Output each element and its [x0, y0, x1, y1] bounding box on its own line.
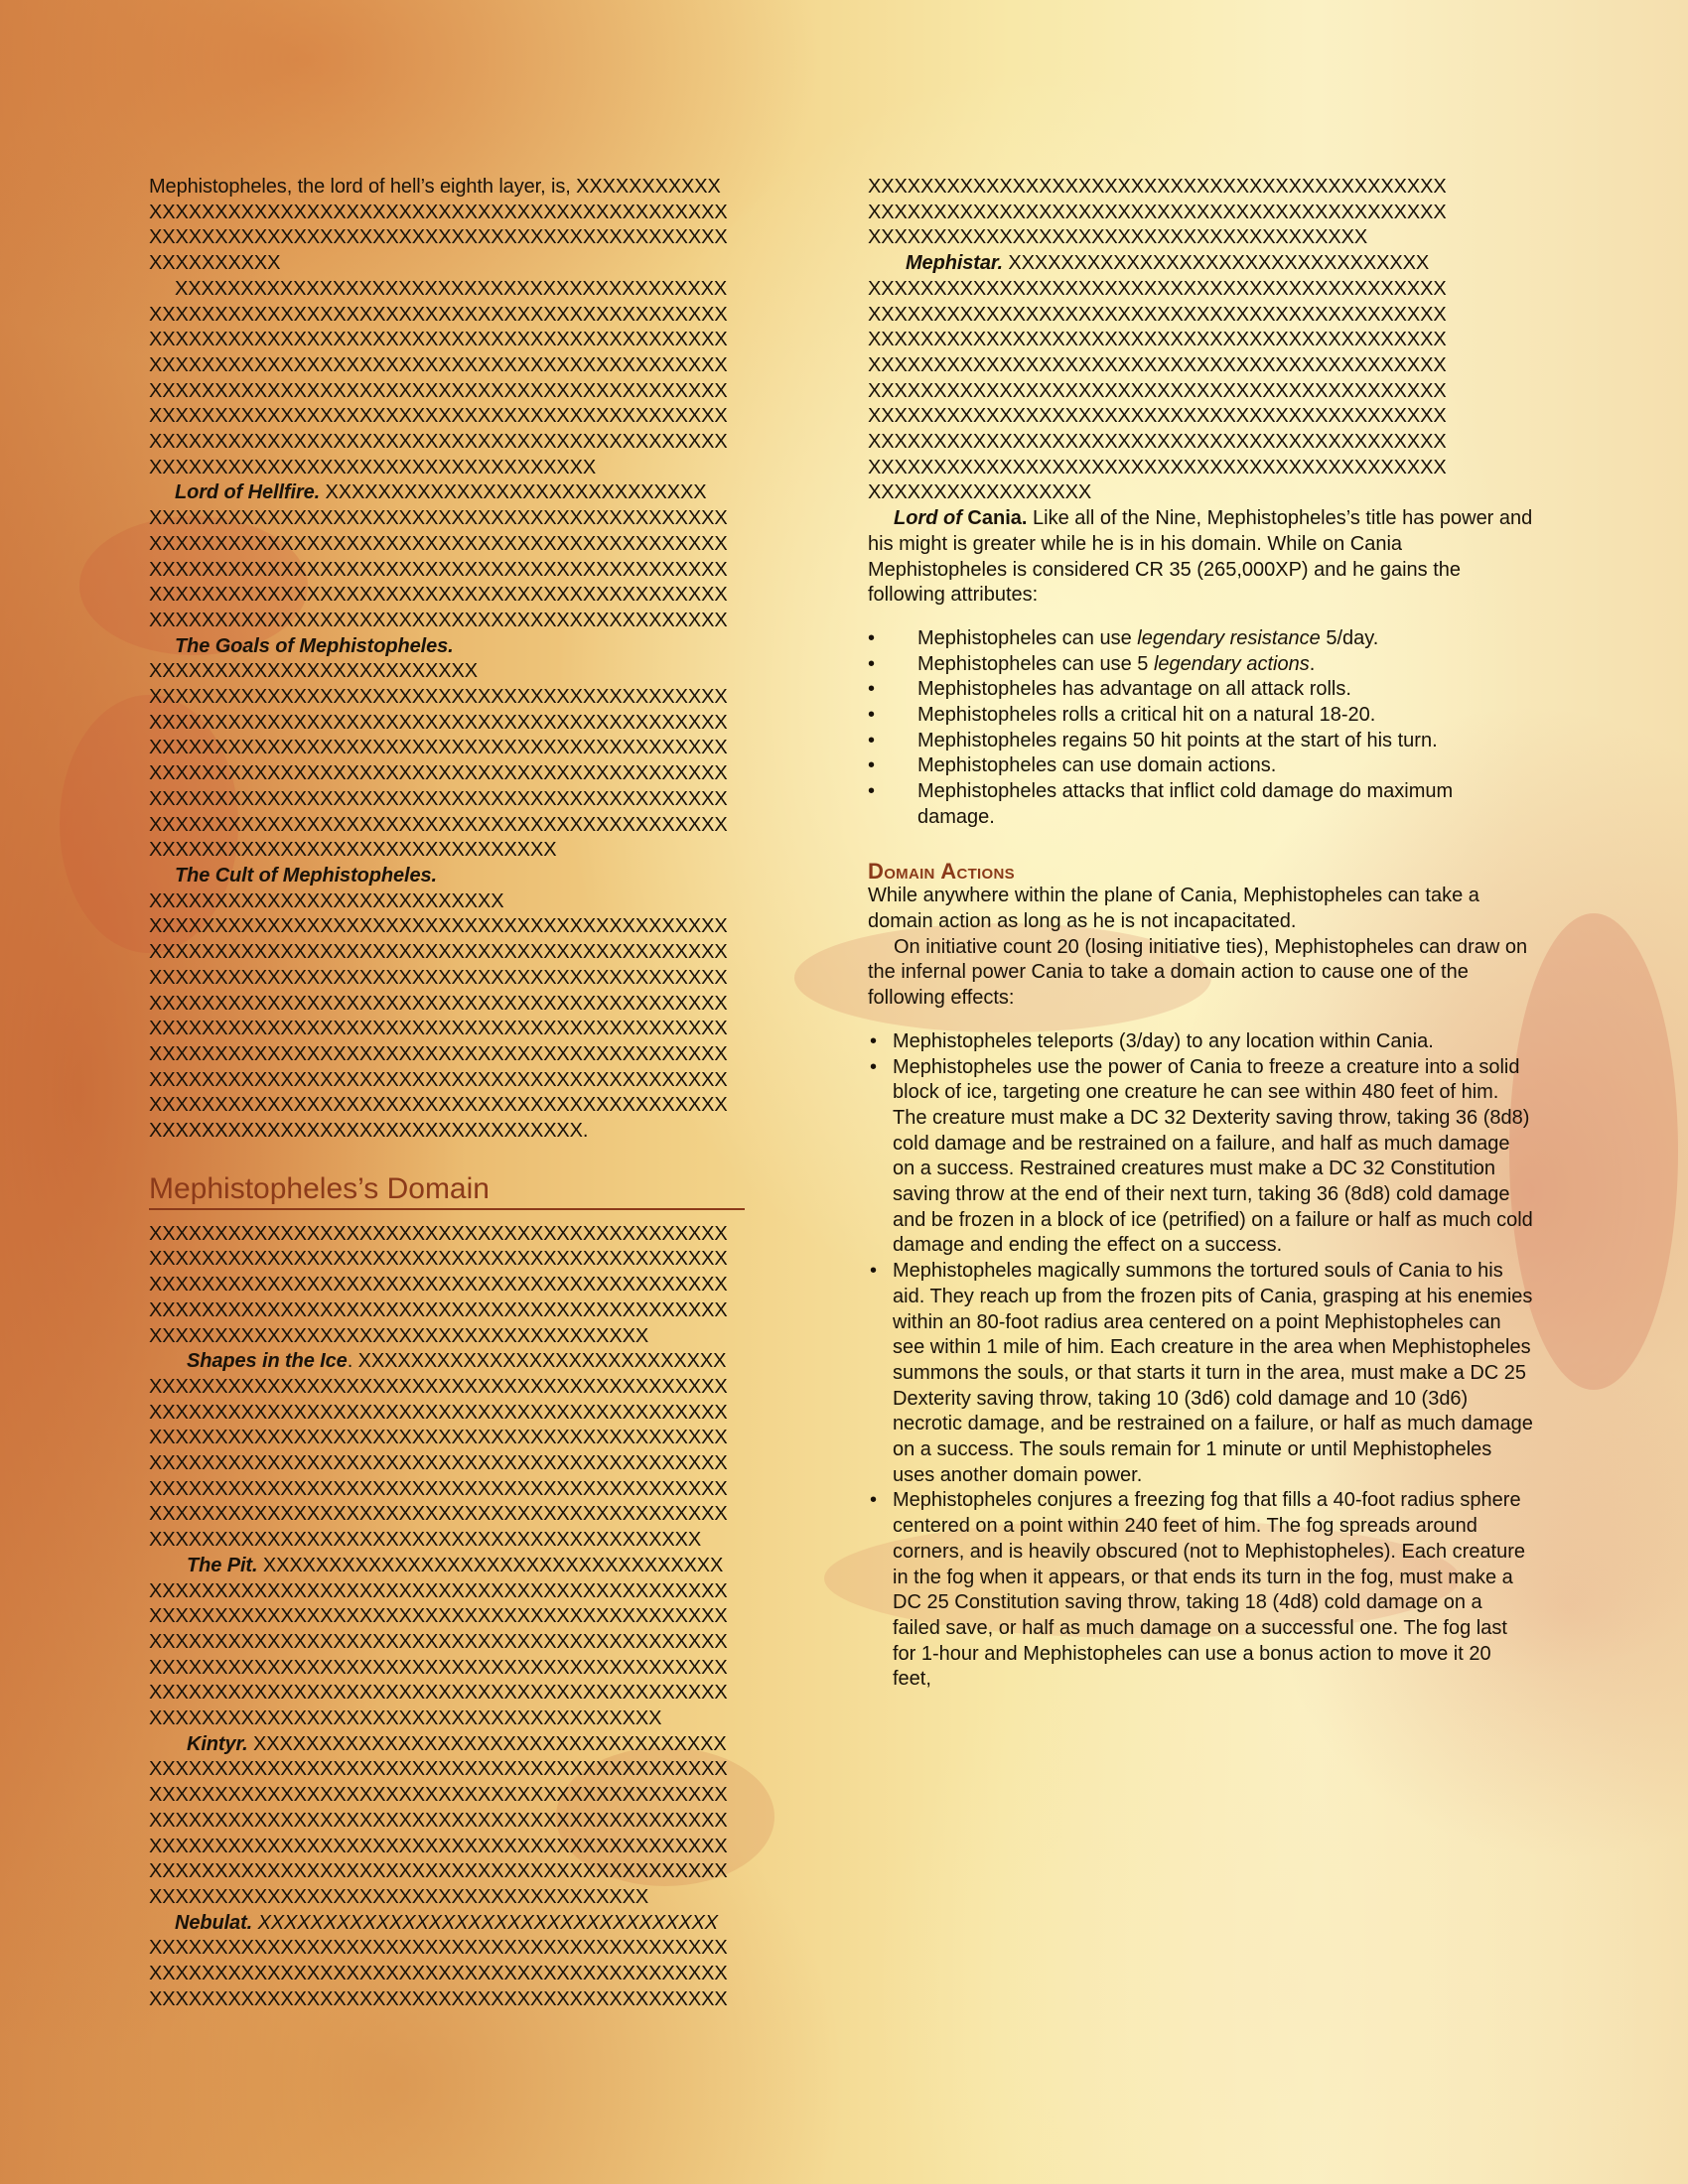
- list-item: • Mephistopheles attacks that inflict cold damage do maximum damage.: [868, 779, 1533, 830]
- placeholder-line: XXXXXXXXXXXXXXXXXXXXXXXXXXXXXXXXXXXXXXXXXXXX: [868, 431, 1447, 454]
- placeholder-line: XXXXXXXXXXXXXXXXXXXXXXXXXXXXXXXXXXXXXXXXXXXX: [149, 303, 728, 326]
- list-item: • Mephistopheles conjures a freezing fog that fills a 40-foot radius sphere centered on a point within 240 feet of him. The fog spreads around corners, and is heavily obscured (not to Mephistopheles). Each creature in the fog when it appears, or that ends its turn in the fog, must make a DC 25 Constitution saving throw, taking 18 (4d8) cold damage on a failed save, or half as much damage on a successful one. The fog last for 1-hour and Mephistopheles can use a bonus action to move it 20 feet,: [868, 1488, 1533, 1693]
- list-item: • Mephistopheles regains 50 hit points at the start of his turn.: [868, 729, 1533, 754]
- placeholder-line: XXXXXXXXXXXXXXXXXXXXXXXXXXXXXXXXXXXXXXXXXXXX: [868, 353, 1447, 376]
- placeholder-line: XXXXXXXXXXXXXXXXXXXXXXXXXXXXXXXXXXXXXXXXXXXX: [149, 201, 728, 223]
- stain-blot: [1509, 913, 1678, 1390]
- placeholder-line: XXXXXXXXXXXXXXXXXXXXXXXXXXXXXXXXXX: [149, 456, 597, 478]
- placeholder-line: XXXXXXXXXXXXXXXXXXXXXXXXXXXXXXXXXXXXXXXXXXXX: [868, 201, 1447, 223]
- placeholder-line: XXXXXXXXXXXXXXXXXXXXXXXXXXXXXXXXXXXXXXXXXXXX: [149, 1963, 728, 1985]
- placeholder-line: XXXXXXXXXXXXXXXXXXXXXXXXXXXXXXXXXXXXXXX: [149, 1707, 662, 1730]
- placeholder-line: XXXXXXXXXXXXXXXXXXXXXXXXXXXXXXXXXXXXXXXXXXXX: [149, 507, 728, 530]
- placeholder-line: XXXXXXXXXXXXXXXXXXXXXXXXXXXXXXXXXXXXXXXXXXXX: [868, 329, 1447, 351]
- placeholder-line: XXXXXXXXXXXXXXXXXXXXXXXXXXXXXXXXXXXXXXXXXXXX: [868, 277, 1447, 300]
- intro-paragraph: [149, 175, 810, 277]
- placeholder-line: XXXXXXXXXXXXXXXXXXXXXXXXX: [149, 660, 478, 683]
- placeholder-line: XXXXXXXXXXXXXXXXXXXXXXXXXXXXXXXXXXXXXXXXXXXX: [868, 379, 1447, 402]
- placeholder-line: XXXXXXXXXXXXXXXXXXXXXXXXXXXXXXXXXXXXXXXXXXXX: [149, 1630, 728, 1653]
- placeholder-line: XXXXXXXXXXXXXXXXXXXXXXXXXXXXXXXXXXXXXXXXXXXX: [149, 1987, 728, 2010]
- cult-label: The Cult of Mephistopheles.: [175, 864, 437, 887]
- shapes-label: Shapes in the Ice: [187, 1350, 348, 1373]
- placeholder-text: XXXXXXXXXXXXXXXXXXXXXXXXXXXXXXXXXXX: [257, 1554, 724, 1576]
- goals-section: [149, 634, 810, 864]
- placeholder-line: XXXXXXXXXXXXXXXXXXXXXXXXXXXXXXXXXXXXXXXXXXXX: [149, 813, 728, 836]
- cania-attributes-list: [868, 626, 1533, 831]
- left-column: [149, 175, 810, 2013]
- domain-actions-intro: While anywhere within the plane of Cania, Mephistopheles can take a domain action as long as he is not incapacitated.: [868, 885, 1479, 932]
- domain-actions-heading: Domain Actions: [868, 858, 1015, 884]
- domain-actions-list: [868, 1029, 1533, 1693]
- lord-of-cania-label-bold: Cania.: [961, 507, 1028, 530]
- placeholder-line: XXXXXXXXXXXXXXXXXXXXXXXXXXXXXXXXXXXXXXXXXXXX: [149, 1248, 728, 1271]
- list-item: • Mephistopheles use the power of Cania to freeze a creature into a solid block of ice, targeting one creature he can see within 480 feet of him. The creature must make a DC 32 Dexterity saving throw, taking 36 (8d8) cold damage and be restrained on a failure, and half as much damage on a success. Restrained creatures must make a DC 32 Constitution saving throw at the end of their next turn, taking 36 (8d8) cold damage and be frozen in a block of ice (petrified) on a failure or half as much cold damage and ending the effect on a success.: [868, 1055, 1533, 1260]
- right-top-paragraph: [868, 175, 1533, 251]
- placeholder-line: XXXXXXXXXXXXXXXXXXXXXXXXXXXXXXXXXXXXXXXXXXXX: [149, 1784, 728, 1807]
- kintyr-section: [149, 1732, 810, 1911]
- kintyr-label: Kintyr.: [187, 1732, 248, 1755]
- placeholder-line: XXXXXXXXXXXXXXXXXXXXXXXXXXXXXXXXXXXXXXXXXXXX: [149, 711, 728, 734]
- placeholder-line: XXXXXXXXXXXXXXXXXXXXXXXXXXXXXXXXXXXXXXXXXXXX: [149, 1937, 728, 1960]
- mephistar-section: [868, 251, 1533, 506]
- list-item: • Mephistopheles has advantage on all attack rolls.: [868, 677, 1533, 703]
- placeholder-text: XXXXXXXXXXXXXXXXXXXXXXXXXXXXXXXXXXX: [252, 1911, 718, 1934]
- goals-label: The Goals of Mephistopheles.: [175, 634, 454, 657]
- placeholder-line: XXXXXXXXXXXXXXXXXXXXXXXXXXXXXXXXXXXXXXXXXXXX: [149, 353, 728, 376]
- list-item: • Mephistopheles can use domain actions.: [868, 753, 1533, 779]
- placeholder-line: XXXXXXXXXXXXXXXXXXXXXXXXXXXXXXXXXXXXXXXXXXXX: [149, 1809, 728, 1832]
- placeholder-line: XXXXXXXXXXXXXXXXXXXXXXXXXXXXXXXXXXXXXXXXXXXX: [149, 584, 728, 607]
- list-item: • Mephistopheles rolls a critical hit on a natural 18-20.: [868, 703, 1533, 729]
- mephistar-label: Mephistar.: [906, 252, 1003, 275]
- placeholder-line: XXXXXXXXXXXXXXXXXXXXXXXXXXXXXXXXXXXXXXXXXXXX: [149, 1605, 728, 1628]
- placeholder-line: XXXXXXXXXXXXXXXXXXXXXXXXXXXXXXXXXXXXXXXXXXXX: [149, 1682, 728, 1705]
- placeholder-line: XXXXXXXXXXXXXXXXXXXXXXXXXXXXXXXXXXXXXXXXXXXX: [149, 532, 728, 555]
- placeholder-line: XXXXXXXXXXXXXXXXXXXXXXXXXXXXXXXXXXXXXXXXXX: [175, 277, 728, 300]
- placeholder-line: XXXXXXXXXXXXXXXXXXXXXXXXXXXXXXXXXXXXXX: [149, 1324, 649, 1347]
- placeholder-line: XXXXXXXXXXXXXXXXXXXXXXXXXXXXXXXXXXXXXXXXXXXX: [149, 405, 728, 428]
- placeholder-line: XXXXXXXXXXXXXXXXXXXXXXXXXXXXXXXXXXXXXXXXXXXX: [149, 226, 728, 249]
- placeholder-line: XXXXXXXXXXXXXXXXXXXXXXXXXXXXXXXXXXXXXXXXXXXX: [149, 431, 728, 454]
- placeholder-line: XXXXXXXXXXXXXXXXXXXXXXXXXXXXXXXXXXXXXXXXXXXX: [149, 1758, 728, 1781]
- list-item: • Mephistopheles can use 5 legendary actions.: [868, 652, 1533, 678]
- intro-first-line: Mephistopheles, the lord of hell’s eighth layer, is, XXXXXXXXXXX: [149, 176, 721, 198]
- lord-of-cania-text: Like all of the Nine, Mephistopheles’s title has power and his might is greater while he is in his domain. While on Cania Mephistopheles is considered CR 35 (265,000XP) and he gains the following attributes:: [868, 507, 1533, 607]
- placeholder-text: XXXXXXXXXXXXXXXXXXXXXXXXXXXXXXXXXXXX: [247, 1732, 727, 1755]
- placeholder-line: XXXXXXXXXXXXXXXXXXXXXXXXXXXXXXXXXXXXXXXXXXXX: [868, 405, 1447, 428]
- pit-label: The Pit.: [187, 1554, 258, 1576]
- placeholder-line: XXXXXXXXXXXXXXXXXXXXXXXXXXXXXXXXXXXXXXXXXX: [149, 1529, 702, 1552]
- placeholder-line: XXXXXXXXXXXXXXXXXXXXXXXXXXXXXXXXXXXXXX: [868, 226, 1368, 249]
- placeholder-line: XXXXXXXXXXXXXXXXXXXXXXXXXXXXXXXXXXXXXXXXXXXX: [149, 1579, 728, 1602]
- second-paragraph: [149, 277, 810, 481]
- placeholder-text: . XXXXXXXXXXXXXXXXXXXXXXXXXXXX: [347, 1350, 727, 1373]
- placeholder-line: XXXXXXXXXXXXXXXXXXXXXXXXXXXXXXXXXXXXXXXXXXXX: [149, 1094, 728, 1117]
- list-item: • Mephistopheles magically summons the tortured souls of Cania to his aid. They reach up from the frozen pits of Cania, grasping at his enemies within an 80-foot radius area centered on a point Mephistopheles can see within 1 mile of him. Each creature in the area when Mephistopheles summons the souls, or that starts it turn in the area, must make a DC 25 Dexterity saving throw, taking 10 (3d6) cold damage and 10 (3d6) necrotic damage, and be restrained on a failure, or half as much damage on a success. The souls remain for 1 minute or until Mephistopheles uses another domain power.: [868, 1259, 1533, 1488]
- placeholder-line: XXXXXXXXXXXXXXXXXXXXXXXXXXXXXXXXXXXXXXXXXXXX: [149, 1656, 728, 1679]
- placeholder-line: XXXXXXXXXXXXXXXXXXXXXXXXXXXXXXXXXXXXXX: [149, 1886, 649, 1908]
- placeholder-line: XXXXXXXXXXXXXXXXXXXXXXXXXXXXXXXXXXXXXXXXXXXX: [149, 992, 728, 1015]
- placeholder-line: XXXXXXXXXXXXXXXXXXXXXXXXXXXXXXXXXXXXXXXXXXXX: [149, 1860, 728, 1883]
- shapes-section: [149, 1349, 810, 1554]
- placeholder-line: XXXXXXXXXXXXXXXXX: [868, 481, 1092, 504]
- cult-section: [149, 864, 810, 1145]
- placeholder-text: XXXXXXXXXXXXXXXXXXXXXXXXXXXXX: [320, 481, 707, 504]
- nebulat-section: [149, 1911, 810, 2013]
- placeholder-line: XXXXXXXXXXXXXXXXXXXXXXXXXXXXXXXXXXXXXXXXXXXX: [149, 1427, 728, 1449]
- placeholder-line: XXXXXXXXXXXXXXXXXXXXXXXXXXXXXXXXXXXXXXXXXXXX: [149, 1375, 728, 1398]
- placeholder-line: XXXXXXXXXXXXXXXXXXXXXXXXXXXXXXXXXXXXXXXXXXXX: [149, 1068, 728, 1091]
- placeholder-line: XXXXXXXXXXXXXXXXXXXXXXXXXXXXXXXXXXXXXXXXXXXX: [149, 915, 728, 938]
- domain-intro: [149, 1222, 810, 1350]
- placeholder-line: XXXXXXXXXXXXXXXXXXXXXXXXXXXXXXXXXXXXXXXXXXXX: [149, 762, 728, 785]
- placeholder-line: XXXXXXXXXXXXXXXXXXXXXXXXXXXXXXXXXXXXXXXXXXXX: [149, 966, 728, 989]
- placeholder-line: XXXXXXXXXXXXXXXXXXXXXXXXXXXXXXXXXXXXXXXXXXXX: [149, 609, 728, 631]
- placeholder-line: XXXXXXXXXXXXXXXXXXXXXXXXXXXXXXXXX.: [149, 1120, 589, 1143]
- placeholder-line: XXXXXXXXXXXXXXXXXXXXXXXXXXXXXXXXXXXXXXXXXXXX: [149, 1042, 728, 1065]
- lord-of-hellfire-section: [149, 480, 810, 633]
- list-item: • Mephistopheles teleports (3/day) to any location within Cania.: [868, 1029, 1533, 1055]
- placeholder-line: XXXXXXXXXXXXXXXXXXXXXXXXXXXXXXXXXXXXXXXXXXXX: [149, 1222, 728, 1245]
- placeholder-line: XXXXXXXXXXXXXXXXXXXXXXXXXXXXXXXXXXXXXXXXXXXX: [149, 941, 728, 964]
- lord-of-cania-paragraph: [868, 506, 1533, 609]
- domain-actions-initiative: On initiative count 20 (losing initiative ties), Mephistopheles can draw on the infernal power Cania to take a domain action to cause one of the following effects:: [868, 935, 1528, 1010]
- domain-section-title: Mephistopheles’s Domain: [149, 1170, 745, 1210]
- right-column: [868, 175, 1533, 1693]
- placeholder-line: XXXXXXXXXXXXXXXXXXXXXXXXXXXXXXXXXXXXXXXXXXXX: [149, 1401, 728, 1424]
- placeholder-line: XXXXXXXXXXXXXXXXXXXXXXXXXXXXXXXXXXXXXXXXXXXX: [149, 1298, 728, 1321]
- placeholder-line: XXXXXXXXXXXXXXXXXXXXXXXXXXX: [149, 889, 504, 912]
- placeholder-line: XXXXXXXXXXXXXXXXXXXXXXXXXXXXXXXXXXXXXXXXXXXX: [868, 303, 1447, 326]
- placeholder-line: XXXXXXXXXXXXXXXXXXXXXXXXXXXXXXXXXXXXXXXXXXXX: [149, 1018, 728, 1040]
- placeholder-line: XXXXXXXXXXXXXXXXXXXXXXXXXXXXXXXXXXXXXXXXXXXX: [149, 558, 728, 581]
- placeholder-line: XXXXXXXXXXXXXXXXXXXXXXXXXXXXXXXXXXXXXXXXXXXX: [149, 787, 728, 810]
- placeholder-text: XXXXXXXXXXXXXXXXXXXXXXXXXXXXXXXX: [1002, 252, 1430, 275]
- placeholder-line: XXXXXXXXXXXXXXXXXXXXXXXXXXXXXXXXXXXXXXXXXXXX: [149, 1835, 728, 1857]
- placeholder-line: XXXXXXXXXXXXXXXXXXXXXXXXXXXXXXXXXXXXXXXXXXXX: [149, 1452, 728, 1475]
- list-item: • Mephistopheles can use legendary resistance 5/day.: [868, 626, 1533, 652]
- nebulat-label: Nebulat.: [175, 1911, 253, 1934]
- placeholder-line: XXXXXXXXXXXXXXXXXXXXXXXXXXXXXXX: [149, 839, 557, 862]
- pit-section: [149, 1554, 810, 1732]
- placeholder-line: XXXXXXXXXXXXXXXXXXXXXXXXXXXXXXXXXXXXXXXXXXXX: [868, 456, 1447, 478]
- lord-of-cania-label-italic: Lord of: [894, 507, 962, 530]
- placeholder-line: XXXXXXXXXXXXXXXXXXXXXXXXXXXXXXXXXXXXXXXXXXXX: [149, 379, 728, 402]
- placeholder-line: XXXXXXXXXXXXXXXXXXXXXXXXXXXXXXXXXXXXXXXXXXXX: [868, 176, 1447, 198]
- placeholder-line: XXXXXXXXXX: [149, 252, 281, 275]
- lord-of-hellfire-label: Lord of Hellfire.: [175, 481, 321, 504]
- placeholder-line: XXXXXXXXXXXXXXXXXXXXXXXXXXXXXXXXXXXXXXXXXXXX: [149, 1274, 728, 1297]
- placeholder-line: XXXXXXXXXXXXXXXXXXXXXXXXXXXXXXXXXXXXXXXXXXXX: [149, 329, 728, 351]
- placeholder-line: XXXXXXXXXXXXXXXXXXXXXXXXXXXXXXXXXXXXXXXXXXXX: [149, 686, 728, 709]
- placeholder-line: XXXXXXXXXXXXXXXXXXXXXXXXXXXXXXXXXXXXXXXXXXXX: [149, 1503, 728, 1526]
- placeholder-line: XXXXXXXXXXXXXXXXXXXXXXXXXXXXXXXXXXXXXXXXXXXX: [149, 737, 728, 759]
- placeholder-line: XXXXXXXXXXXXXXXXXXXXXXXXXXXXXXXXXXXXXXXXXXXX: [149, 1477, 728, 1500]
